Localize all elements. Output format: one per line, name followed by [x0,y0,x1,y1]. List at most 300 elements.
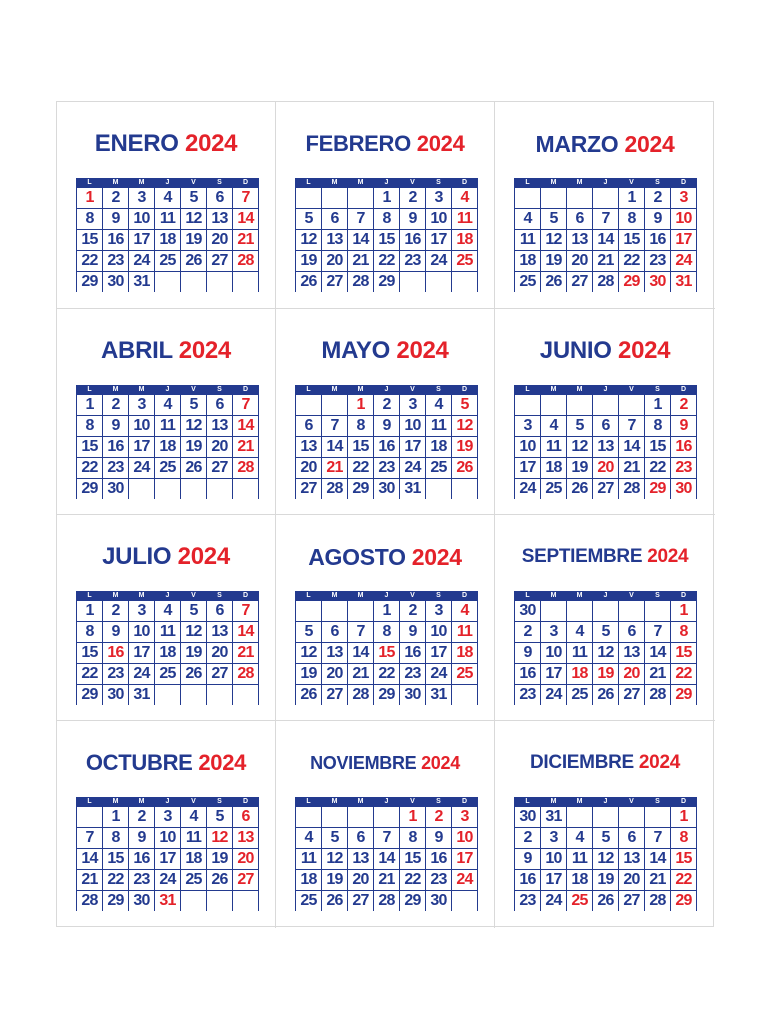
empty-day-cell [619,395,645,416]
weekday-header: D [233,385,259,395]
month-card-febrero [276,102,495,309]
weekday-header: J [155,178,181,188]
day-cell: 30 [103,272,129,293]
week-row [77,807,259,828]
day-cell: 2 [515,828,541,849]
weekday-header: M [129,178,155,188]
day-cell: 10 [515,437,541,458]
day-cell: 21 [645,664,671,685]
month-name: SEPTIEMBRE [521,546,643,567]
week-row [296,685,478,706]
day-cell: 9 [103,622,129,643]
day-cell: 21 [619,458,645,479]
day-cell: 10 [129,416,155,437]
day-cell: 8 [619,209,645,230]
day-cell: 15 [77,230,103,251]
empty-day-cell [452,479,478,500]
day-cell: 4 [567,622,593,643]
day-cell: 2 [103,395,129,416]
day-cell: 23 [671,458,697,479]
empty-day-cell [207,272,233,293]
week-row [515,685,697,706]
week-row [296,479,478,500]
day-cell: 7 [322,416,348,437]
day-cell: 25 [567,891,593,912]
month-table [295,591,478,705]
day-cell: 26 [593,891,619,912]
day-cell: 31 [541,807,567,828]
month-title [57,541,275,573]
week-row [77,188,259,209]
day-cell: 20 [567,251,593,272]
day-cell: 22 [374,251,400,272]
month-year: 2024 [178,337,231,364]
day-cell: 28 [348,272,374,293]
day-cell: 26 [452,458,478,479]
day-cell: 27 [233,870,259,891]
day-cell: 20 [296,458,322,479]
month-year: 2024 [638,752,680,773]
month-card-noviembre [276,721,495,928]
day-cell: 14 [233,622,259,643]
day-cell: 17 [129,230,155,251]
day-cell: 22 [400,870,426,891]
day-cell: 25 [567,685,593,706]
day-cell: 2 [671,395,697,416]
month-title [276,128,494,160]
day-cell: 3 [129,601,155,622]
day-cell: 23 [515,891,541,912]
day-cell: 20 [593,458,619,479]
day-cell: 1 [374,188,400,209]
month-name: ENERO [94,130,179,157]
weekday-header: S [426,178,452,188]
empty-day-cell [567,601,593,622]
day-cell: 18 [155,437,181,458]
weekday-header-row [296,797,478,807]
day-cell: 29 [103,891,129,912]
weekday-header: J [593,797,619,807]
weekday-header: S [207,797,233,807]
day-cell: 20 [619,664,645,685]
weekday-header: M [129,797,155,807]
day-cell: 9 [515,643,541,664]
week-row [515,437,697,458]
week-row [515,272,697,293]
empty-day-cell [348,807,374,828]
month-table [76,797,259,911]
day-cell: 26 [296,272,322,293]
month-name: MARZO [535,131,619,157]
day-cell: 14 [645,643,671,664]
day-cell: 15 [645,437,671,458]
week-row [77,685,259,706]
weekday-header: S [426,797,452,807]
day-cell: 22 [77,664,103,685]
weekday-header: V [619,591,645,601]
empty-day-cell [348,601,374,622]
empty-day-cell [515,395,541,416]
empty-day-cell [348,188,374,209]
empty-day-cell [593,807,619,828]
day-cell: 1 [374,601,400,622]
day-cell: 25 [296,891,322,912]
week-row [77,622,259,643]
day-cell: 30 [515,601,541,622]
day-cell: 14 [645,849,671,870]
weekday-header: M [541,797,567,807]
day-cell: 30 [103,685,129,706]
week-row [77,601,259,622]
day-cell: 19 [322,870,348,891]
weekday-header: M [567,591,593,601]
weekday-header: L [515,591,541,601]
empty-day-cell [426,479,452,500]
day-cell: 18 [452,643,478,664]
day-cell: 20 [207,437,233,458]
day-cell: 7 [645,828,671,849]
day-cell: 5 [181,395,207,416]
empty-day-cell [567,188,593,209]
day-cell: 5 [593,828,619,849]
day-cell: 11 [155,416,181,437]
weekday-header: V [400,178,426,188]
day-cell: 12 [452,416,478,437]
weekday-header-row [77,591,259,601]
day-cell: 22 [77,251,103,272]
weekday-header: M [567,797,593,807]
day-cell: 12 [593,643,619,664]
month-year: 2024 [421,753,460,773]
day-cell: 27 [322,685,348,706]
day-cell: 23 [426,870,452,891]
weekday-header: S [645,385,671,395]
weekday-header: M [348,385,374,395]
empty-day-cell [233,685,259,706]
empty-day-cell [155,272,181,293]
weekday-header: S [207,591,233,601]
day-cell: 30 [103,479,129,500]
day-cell: 1 [645,395,671,416]
weekday-header: V [619,385,645,395]
weekday-header: J [593,591,619,601]
week-row [515,891,697,912]
day-cell: 19 [567,458,593,479]
month-name: JUNIO [539,337,612,364]
day-cell: 25 [541,479,567,500]
day-cell: 26 [322,891,348,912]
weekday-header: V [181,385,207,395]
day-cell: 17 [671,230,697,251]
day-cell: 16 [103,230,129,251]
empty-day-cell [181,272,207,293]
day-cell: 1 [77,601,103,622]
weekday-header: L [77,385,103,395]
empty-day-cell [426,272,452,293]
month-year: 2024 [177,543,230,570]
empty-day-cell [233,479,259,500]
empty-day-cell [155,685,181,706]
day-cell: 6 [322,209,348,230]
day-cell: 3 [541,622,567,643]
weekday-header: L [515,797,541,807]
week-row [296,643,478,664]
weekday-header: M [103,385,129,395]
day-cell: 25 [155,251,181,272]
day-cell: 12 [541,230,567,251]
day-cell: 12 [296,643,322,664]
week-row [296,251,478,272]
day-cell: 16 [515,870,541,891]
empty-day-cell [233,272,259,293]
day-cell: 29 [374,685,400,706]
empty-day-cell [645,807,671,828]
month-table [76,591,259,705]
week-row [296,458,478,479]
day-cell: 2 [645,188,671,209]
week-row [515,828,697,849]
day-cell: 13 [322,230,348,251]
day-cell: 11 [426,416,452,437]
day-cell: 4 [452,601,478,622]
day-cell: 4 [181,807,207,828]
week-row [296,664,478,685]
weekday-header: S [426,591,452,601]
day-cell: 28 [233,664,259,685]
week-row [77,209,259,230]
day-cell: 28 [645,891,671,912]
day-cell: 8 [374,622,400,643]
day-cell: 13 [296,437,322,458]
day-cell: 5 [296,209,322,230]
day-cell: 17 [426,230,452,251]
day-cell: 13 [233,828,259,849]
weekday-header: D [452,385,478,395]
empty-day-cell [296,188,322,209]
month-year: 2024 [624,131,675,157]
month-year: 2024 [396,337,449,364]
day-cell: 8 [77,416,103,437]
day-cell: 28 [593,272,619,293]
day-cell: 24 [155,870,181,891]
weekday-header: S [207,178,233,188]
month-table [514,178,697,292]
weekday-header-row [515,385,697,395]
day-cell: 14 [374,849,400,870]
day-cell: 27 [567,272,593,293]
empty-day-cell [619,601,645,622]
day-cell: 31 [400,479,426,500]
day-cell: 13 [348,849,374,870]
day-cell: 17 [541,664,567,685]
empty-day-cell [322,188,348,209]
day-cell: 16 [129,849,155,870]
day-cell: 3 [400,395,426,416]
day-cell: 16 [671,437,697,458]
day-cell: 23 [103,251,129,272]
week-row [77,251,259,272]
day-cell: 22 [619,251,645,272]
weekday-header-row [296,178,478,188]
day-cell: 29 [400,891,426,912]
weekday-header: M [129,591,155,601]
day-cell: 10 [155,828,181,849]
day-cell: 7 [374,828,400,849]
day-cell: 23 [374,458,400,479]
week-row [77,664,259,685]
day-cell: 7 [348,622,374,643]
day-cell: 19 [296,251,322,272]
weekday-header-row [515,591,697,601]
day-cell: 14 [322,437,348,458]
day-cell: 10 [426,622,452,643]
week-row [296,622,478,643]
week-row [77,272,259,293]
weekday-header-row [515,178,697,188]
month-name: AGOSTO [308,544,406,570]
day-cell: 17 [155,849,181,870]
day-cell: 15 [400,849,426,870]
weekday-header: L [515,178,541,188]
week-row [296,891,478,912]
day-cell: 6 [233,807,259,828]
month-title [57,128,275,160]
day-cell: 23 [645,251,671,272]
day-cell: 11 [567,643,593,664]
month-table [76,178,259,292]
weekday-header: S [207,385,233,395]
day-cell: 25 [452,251,478,272]
month-card-agosto [276,515,495,721]
day-cell: 29 [77,479,103,500]
day-cell: 28 [645,685,671,706]
day-cell: 10 [541,643,567,664]
day-cell: 1 [671,807,697,828]
month-name: NOVIEMBRE [310,753,417,773]
day-cell: 28 [374,891,400,912]
month-table [295,385,478,499]
day-cell: 17 [129,437,155,458]
day-cell: 24 [426,251,452,272]
day-cell: 9 [103,209,129,230]
day-cell: 6 [619,622,645,643]
week-row [515,230,697,251]
day-cell: 13 [207,622,233,643]
day-cell: 8 [77,622,103,643]
month-title [495,541,715,573]
day-cell: 29 [645,479,671,500]
week-row [296,870,478,891]
weekday-header: J [374,385,400,395]
week-row [515,209,697,230]
day-cell: 15 [77,437,103,458]
day-cell: 3 [155,807,181,828]
month-name: ABRIL [101,337,173,364]
day-cell: 22 [645,458,671,479]
empty-day-cell [233,891,259,912]
day-cell: 6 [348,828,374,849]
day-cell: 29 [374,272,400,293]
day-cell: 6 [207,601,233,622]
weekday-header: D [233,797,259,807]
day-cell: 28 [233,251,259,272]
day-cell: 10 [400,416,426,437]
day-cell: 10 [129,622,155,643]
weekday-header: J [155,385,181,395]
day-cell: 19 [593,664,619,685]
day-cell: 2 [103,601,129,622]
empty-day-cell [567,807,593,828]
day-cell: 30 [400,685,426,706]
day-cell: 30 [645,272,671,293]
day-cell: 23 [103,664,129,685]
day-cell: 13 [567,230,593,251]
day-cell: 18 [296,870,322,891]
day-cell: 18 [567,870,593,891]
day-cell: 6 [593,416,619,437]
day-cell: 18 [452,230,478,251]
day-cell: 27 [619,891,645,912]
empty-day-cell [593,395,619,416]
day-cell: 5 [541,209,567,230]
day-cell: 12 [181,209,207,230]
week-row [515,622,697,643]
day-cell: 29 [671,685,697,706]
day-cell: 11 [541,437,567,458]
week-row [296,395,478,416]
week-row [77,479,259,500]
week-row [296,416,478,437]
week-row [296,437,478,458]
day-cell: 11 [181,828,207,849]
day-cell: 6 [207,188,233,209]
month-title [57,335,275,367]
day-cell: 25 [181,870,207,891]
day-cell: 12 [296,230,322,251]
day-cell: 11 [452,622,478,643]
week-row [77,230,259,251]
day-cell: 14 [348,230,374,251]
day-cell: 18 [181,849,207,870]
week-row [296,601,478,622]
day-cell: 26 [181,458,207,479]
day-cell: 12 [593,849,619,870]
empty-day-cell [296,807,322,828]
day-cell: 1 [400,807,426,828]
week-row [515,643,697,664]
weekday-header: M [567,178,593,188]
weekday-header: V [400,385,426,395]
day-cell: 22 [374,664,400,685]
day-cell: 24 [426,664,452,685]
weekday-header: D [233,591,259,601]
day-cell: 20 [348,870,374,891]
weekday-header: M [129,385,155,395]
empty-day-cell [452,272,478,293]
day-cell: 1 [77,188,103,209]
weekday-header: L [77,178,103,188]
day-cell: 9 [129,828,155,849]
day-cell: 16 [400,643,426,664]
day-cell: 8 [103,828,129,849]
weekday-header: J [374,797,400,807]
day-cell: 4 [296,828,322,849]
empty-day-cell [207,891,233,912]
month-name: FEBRERO [305,131,411,156]
day-cell: 9 [671,416,697,437]
day-cell: 30 [129,891,155,912]
day-cell: 2 [400,601,426,622]
